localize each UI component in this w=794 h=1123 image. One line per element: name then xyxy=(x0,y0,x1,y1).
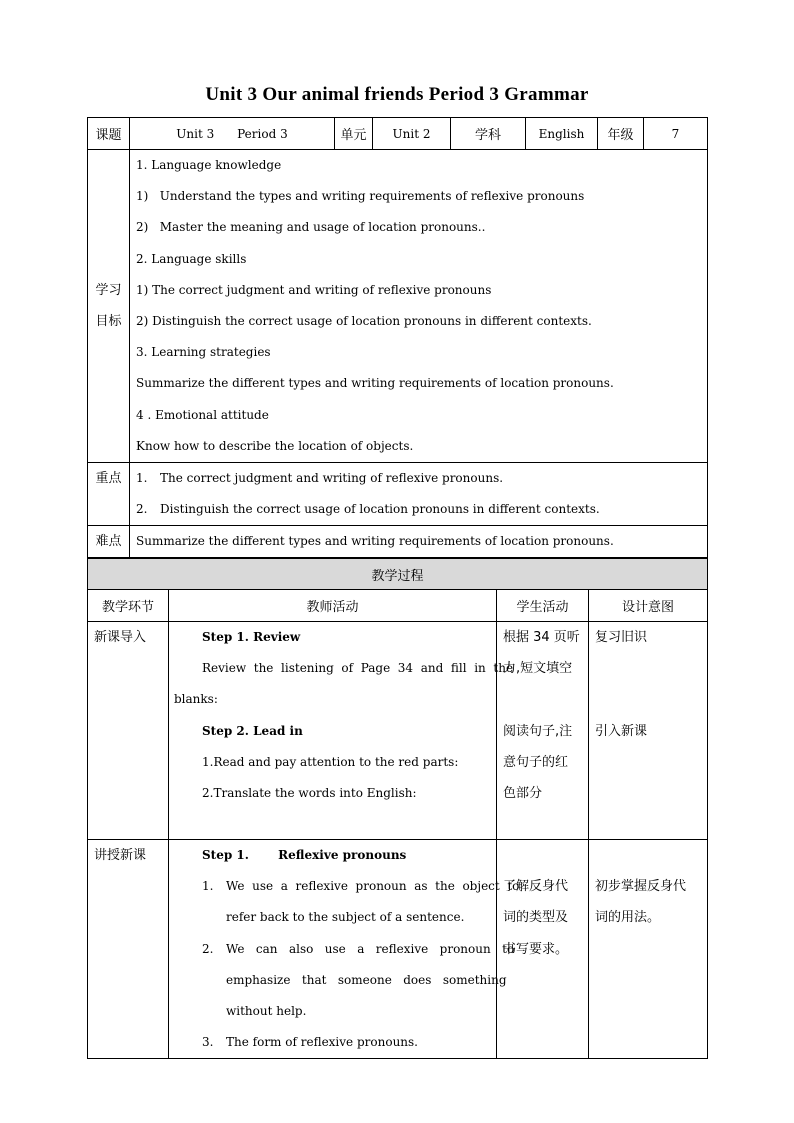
unit-label: 单元 xyxy=(335,118,373,150)
process-table xyxy=(87,558,708,1059)
grade-value: 7 xyxy=(644,118,708,150)
difficulty-label: 难点 xyxy=(88,526,130,558)
teach-design: 初步掌握反身代 词的用法。 xyxy=(589,840,708,1059)
intro-teacher: Step 1. Review Review the listening of Page 34 and fill in the blanks: Step 2. Lead in 1.Read and pay attention to the red parts: 2.Translate the words into English: xyxy=(169,622,497,840)
page-title: Unit 3 Our animal friends Period 3 Grammar xyxy=(205,84,589,105)
goal-line: 3. Learning strategies xyxy=(136,345,271,360)
col-design: 设计意图 xyxy=(589,590,708,622)
goal-line: 1) Understand the types and writing requirements of reflexive pronouns xyxy=(136,189,585,204)
intro-student: 根据 34 页听 力,短文填空 阅读句子,注 意句子的红 色部分 xyxy=(497,622,589,840)
key-points-content xyxy=(130,462,708,525)
intro-stage: 新课导入 xyxy=(88,622,169,840)
key-points-label: 重点 xyxy=(88,462,130,525)
unit-value: Unit 2 xyxy=(373,118,451,150)
goals-label: 学习 目标 xyxy=(88,150,130,463)
info-table xyxy=(87,117,708,558)
col-teacher: 教师活动 xyxy=(169,590,497,622)
key-point-item: 1. The correct judgment and writing of reflexive pronouns. xyxy=(136,470,504,485)
goal-line: 2. Language skills xyxy=(136,251,247,266)
process-header: 教学过程 xyxy=(88,559,708,590)
goals-content xyxy=(130,150,708,463)
teach-teacher: Step 1. Reflexive pronouns 1. We use a reflexive pronoun as the object to refer back to the subject of a sentence. 2. We can also use a reflexive pronoun to emphasize that someone does something without help. 3. The form of reflexive pronouns. xyxy=(169,840,497,1059)
intro-design: 复习旧识 引入新课 xyxy=(589,622,708,840)
goal-line: Summarize the different types and writing requirements of location pronouns. xyxy=(136,376,614,391)
subject-value: English xyxy=(526,118,598,150)
goal-line: 1. Language knowledge xyxy=(136,158,282,172)
topic-value: Unit 3 Period 3 xyxy=(130,118,335,150)
difficulty-content: Summarize the different types and writing requirements of location pronouns. xyxy=(130,526,708,558)
subject-label: 学科 xyxy=(451,118,526,150)
goal-line: 2) Distinguish the correct usage of location pronouns in different contexts. xyxy=(136,313,592,328)
grade-label: 年级 xyxy=(598,118,644,150)
goal-line: 1) The correct judgment and writing of reflexive pronouns xyxy=(136,282,492,297)
teach-student: 了解反身代 词的类型及 书写要求。 xyxy=(497,840,589,1059)
col-stage: 教学环节 xyxy=(88,590,169,622)
teach-stage: 讲授新课 xyxy=(88,840,169,1059)
goal-line: 2) Master the meaning and usage of location pronouns.. xyxy=(136,220,486,235)
col-student: 学生活动 xyxy=(497,590,589,622)
key-point-item: 2. Distinguish the correct usage of location pronouns in different contexts. xyxy=(136,502,600,517)
goal-line: Know how to describe the location of objects. xyxy=(136,438,414,453)
goal-line: 4 . Emotional attitude xyxy=(136,407,269,422)
topic-label: 课题 xyxy=(88,118,130,150)
